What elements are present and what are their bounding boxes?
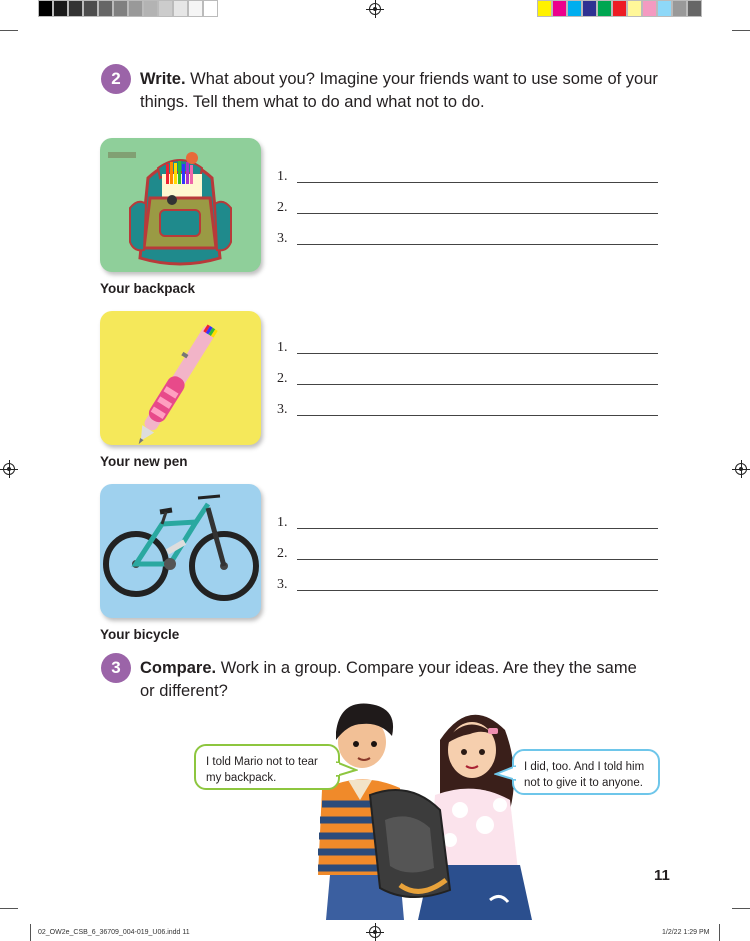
exercise-2-text-line2: things. Tell them what to do and what not to do. — [140, 93, 485, 111]
slug-file: 02_OW2e_CSB_6_36709_004-019_U06.indd 11 — [38, 929, 190, 936]
line-number: 2. — [277, 200, 288, 215]
line-number: 1. — [277, 515, 288, 530]
grayscale-bar — [38, 0, 218, 17]
bicycle-card — [100, 484, 261, 618]
speech-bubble-right — [512, 749, 660, 795]
exercise-3-number: 3 — [111, 658, 121, 677]
slug-date: 1/2/22 1:29 PM — [662, 929, 710, 936]
speech-bubble-right-line1: I did, too. And I told him — [524, 761, 645, 773]
pen-write-line-1[interactable] — [277, 338, 658, 356]
backpack-write-line-1[interactable] — [277, 167, 658, 185]
line-number: 3. — [277, 577, 288, 592]
line-number: 2. — [277, 546, 288, 561]
bicycle-write-line-1[interactable] — [277, 513, 658, 531]
exercise-3-badge — [101, 653, 131, 683]
speech-bubble-left — [194, 744, 340, 790]
exercise-3-text-line2: or different? — [140, 682, 228, 700]
students-illustration — [300, 700, 540, 920]
pen-caption: Your new pen — [100, 454, 188, 469]
bicycle-caption: Your bicycle — [100, 627, 180, 642]
registration-mark-top — [369, 3, 381, 15]
line-number: 1. — [277, 340, 288, 355]
pen-image — [100, 311, 261, 445]
backpack-write-line-2[interactable] — [277, 198, 658, 216]
speech-bubble-left-line1: I told Mario not to tear — [206, 756, 318, 768]
speech-bubble-right-line2: not to give it to anyone. — [524, 777, 643, 789]
registration-mark-bottom — [369, 926, 381, 938]
pen-write-line-3[interactable] — [277, 400, 658, 418]
backpack-caption: Your backpack — [100, 281, 196, 296]
registration-mark-left — [3, 463, 15, 475]
exercise-2-badge — [101, 64, 131, 94]
line-number: 2. — [277, 371, 288, 386]
exercise-2-number: 2 — [111, 69, 121, 88]
speech-bubble-left-line2: my backpack. — [206, 772, 277, 784]
bicycle-write-line-3[interactable] — [277, 575, 658, 593]
bicycle-write-line-2[interactable] — [277, 544, 658, 562]
line-number: 3. — [277, 231, 288, 246]
backpack-card — [100, 138, 261, 272]
registration-mark-right — [735, 463, 747, 475]
bicycle-image — [100, 484, 261, 618]
exercise-2-text-line1: What about you? Imagine your friends want to use some of your — [190, 70, 658, 88]
pen-write-line-2[interactable] — [277, 369, 658, 387]
exercise-3-instructions — [140, 657, 680, 703]
page-number: 11 — [654, 867, 670, 884]
color-bar — [537, 0, 702, 17]
exercise-2-title: Write. — [140, 70, 186, 88]
line-number: 1. — [277, 169, 288, 184]
pen-card — [100, 311, 261, 445]
exercise-3-text-line1: Work in a group. Compare your ideas. Are they the same — [220, 659, 637, 677]
backpack-image — [100, 138, 261, 272]
line-number: 3. — [277, 402, 288, 417]
speech-bubble-right-tail — [494, 764, 516, 782]
backpack-write-line-3[interactable] — [277, 229, 658, 247]
exercise-3-title: Compare. — [140, 659, 217, 677]
exercise-2-instructions — [140, 68, 700, 114]
speech-bubble-left-tail — [336, 760, 358, 778]
